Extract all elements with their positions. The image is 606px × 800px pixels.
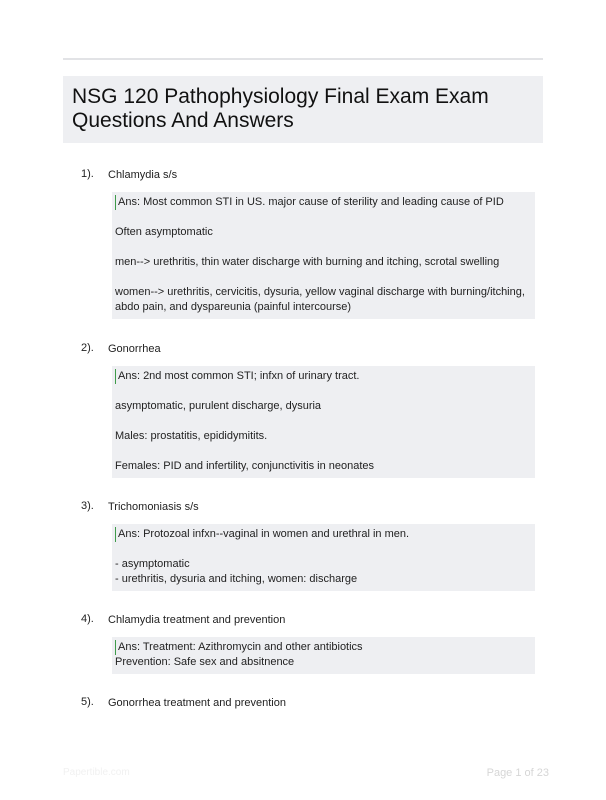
answer-box	[112, 524, 535, 591]
question-text: Trichomoniasis s/s	[108, 501, 199, 513]
footer-site-watermark: Papertible.com	[63, 767, 130, 778]
question-number: 4).	[81, 613, 94, 625]
answer-line: Ans: Protozoal infxn--vaginal in women and urethral in men.	[115, 527, 529, 542]
answer-line: men--> urethritis, thin water discharge with burning and itching, scrotal swelling	[115, 256, 500, 268]
question-text: Chlamydia s/s	[108, 169, 178, 181]
question-text: Chlamydia treatment and prevention	[108, 614, 286, 626]
answer-line: Often asymptomatic	[115, 226, 213, 238]
answer-line: - urethritis, dysuria and itching, women: discharge	[115, 573, 358, 585]
question-text: Gonorrhea	[108, 343, 161, 355]
answer-line: - asymptomatic	[115, 558, 190, 570]
question-number: 3).	[81, 500, 94, 512]
answer-line: Ans: Treatment: Azithromycin and other antibiotics	[115, 640, 529, 655]
answer-line: Prevention: Safe sex and absitnence	[115, 656, 295, 668]
title-banner	[63, 76, 543, 143]
answer-line: Males: prostatitis, epididymitits.	[115, 430, 268, 442]
answer-line: women--> urethritis, cervicitis, dysuria, yellow vaginal discharge with burning/itching, abdo pain, and dyspareunia (painful intercourse)	[115, 286, 525, 313]
question-number: 5).	[81, 696, 94, 708]
answer-box	[112, 637, 535, 674]
top-divider	[63, 58, 543, 60]
answer-box	[112, 192, 535, 319]
answer-box	[112, 366, 535, 478]
answer-line: Ans: Most common STI in US. major cause of sterility and leading cause of PID	[115, 195, 529, 210]
page-title: NSG 120 Pathophysiology Final Exam Exam Questions And Answers	[72, 85, 489, 132]
page-number: Page 1 of 23	[486, 767, 549, 779]
answer-line: asymptomatic, purulent discharge, dysuria	[115, 400, 322, 412]
question-number: 1).	[81, 168, 94, 180]
answer-line: Females: PID and infertility, conjunctivitis in neonates	[115, 460, 375, 472]
question-number: 2).	[81, 342, 94, 354]
answer-line: Ans: 2nd most common STI; infxn of urinary tract.	[115, 369, 529, 384]
question-text: Gonorrhea treatment and prevention	[108, 697, 286, 709]
